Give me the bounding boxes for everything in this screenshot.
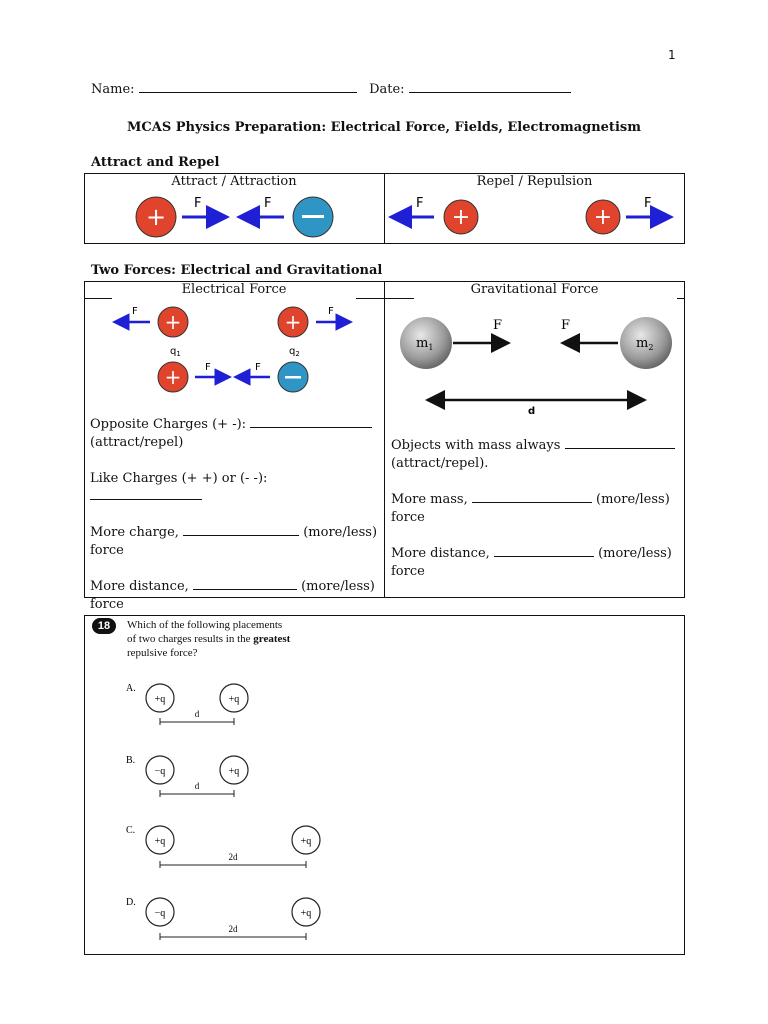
charge-label: −q	[154, 908, 166, 919]
force-label: F	[561, 318, 571, 333]
charge-label: +q	[300, 836, 312, 847]
force-label: F	[132, 306, 138, 317]
more-distance-line: More distance, (more/less) force	[90, 579, 375, 612]
col-repel: Repel / Repulsion	[476, 174, 593, 189]
grav-more-distance-line: More distance, (more/less) force	[391, 546, 672, 579]
distance-label: d	[194, 709, 200, 719]
mass-attract-line: Objects with mass always (attract/repel).	[391, 437, 681, 473]
option-a[interactable]	[126, 680, 266, 729]
answer-blank[interactable]	[494, 546, 594, 557]
force-label: F	[205, 362, 211, 373]
like-charges-line: Like Charges (+ +) or (- -):	[90, 470, 380, 506]
svg-text:m2: $m_2$	[636, 336, 654, 352]
svg-text:+: +	[284, 310, 302, 334]
option-b[interactable]	[126, 752, 266, 801]
answer-blank[interactable]	[90, 489, 202, 500]
electrical-questions	[90, 416, 380, 614]
option-c[interactable]	[126, 822, 326, 874]
date-blank[interactable]	[409, 82, 571, 93]
svg-text:+: +	[164, 310, 182, 334]
svg-text:+: +	[593, 205, 613, 230]
attract-negative-charge	[293, 197, 333, 237]
more-mass-line: More mass, (more/less) force	[391, 492, 670, 525]
header-rule	[84, 298, 112, 299]
distance-label: 2d	[228, 852, 238, 862]
charge-label: +q	[154, 836, 166, 847]
header-rule	[356, 298, 414, 299]
section-heading-attract-repel: Attract and Repel	[91, 155, 220, 170]
name-date-line	[91, 82, 571, 97]
svg-text:m1: $m_1$	[416, 336, 434, 352]
attract-repel-diagram	[84, 190, 685, 242]
force-label: F	[264, 196, 272, 211]
col-electrical: Electrical Force	[181, 282, 287, 297]
mass-m2	[620, 317, 672, 369]
force-label: F	[194, 196, 202, 211]
force-label: F	[493, 318, 503, 333]
col-attract: Attract / Attraction	[171, 174, 297, 189]
section-heading-two-forces: Two Forces: Electrical and Gravitational	[91, 263, 383, 278]
positive-charge	[158, 362, 188, 392]
q1-label: $q_1$	[170, 346, 181, 358]
answer-blank[interactable]	[250, 417, 372, 428]
force-label: F	[328, 306, 334, 317]
gravitational-questions	[391, 437, 681, 581]
charge-label: +q	[300, 908, 312, 919]
answer-blank[interactable]	[183, 525, 299, 536]
q2-positive-charge	[278, 307, 308, 337]
charge-label: +q	[228, 766, 240, 777]
attract-positive-charge	[136, 197, 176, 237]
q2-label: $q_2$	[289, 346, 300, 358]
charge-label: −q	[154, 766, 166, 777]
answer-blank[interactable]	[565, 438, 675, 449]
question-text: Which of the following placements of two charges results in the greatest repulsive force?	[127, 619, 291, 659]
header-rule	[677, 298, 685, 299]
force-label: F	[255, 362, 261, 373]
col-gravitational: Gravitational Force	[470, 282, 599, 297]
more-charge-line: More charge, (more/less) force	[90, 525, 378, 558]
distance-label: d	[194, 781, 200, 791]
svg-text:+: +	[145, 203, 167, 231]
answer-blank[interactable]	[472, 492, 592, 503]
opposite-charges-line: Opposite Charges (+ -): (attract/repel)	[90, 416, 380, 452]
mass-m1	[400, 317, 452, 369]
option-letter: A.	[126, 683, 136, 694]
svg-text:+: +	[451, 205, 471, 230]
page-title: MCAS Physics Preparation: Electrical Force, Fields, Electromagnetism	[127, 120, 641, 135]
answer-blank[interactable]	[193, 579, 297, 590]
svg-text:+: +	[164, 365, 182, 389]
option-letter: B.	[126, 755, 136, 766]
table-divider	[384, 281, 385, 598]
q1-positive-charge	[158, 307, 188, 337]
name-blank[interactable]	[139, 82, 357, 93]
force-label: F	[416, 196, 424, 211]
gravitational-force-diagram	[390, 305, 680, 415]
date-label: Date:	[369, 82, 405, 97]
option-d[interactable]	[126, 894, 326, 946]
distance-label: 2d	[228, 924, 238, 934]
name-label: Name:	[91, 82, 135, 97]
repel-positive-charge	[586, 200, 620, 234]
repel-positive-charge	[444, 200, 478, 234]
distance-label: d	[528, 406, 536, 415]
question-number-badge: 18	[92, 618, 116, 634]
negative-charge	[278, 362, 308, 392]
charge-label: +q	[228, 694, 240, 705]
force-label: F	[644, 196, 652, 211]
option-letter: D.	[126, 897, 136, 908]
page-number: 1	[668, 48, 676, 62]
electrical-force-diagram	[100, 302, 370, 402]
charge-label: +q	[154, 694, 166, 705]
option-letter: C.	[126, 825, 136, 836]
